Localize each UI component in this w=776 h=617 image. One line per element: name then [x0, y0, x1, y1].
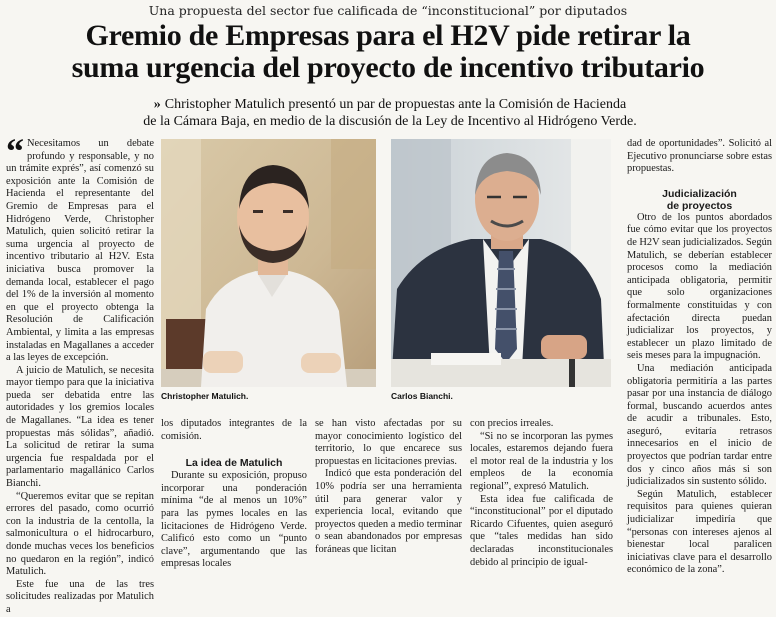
caption-christopher-matulich: Christopher Matulich. — [161, 391, 249, 401]
col3-paragraph-2: Indicó que esta ponderación del 10% podría ser una herramienta útil para generar valor y experiencia local, evitando que proyectos queden a medio terminar o sean abandonados por empresas foráneas que licitan — [315, 468, 462, 555]
headline-line-1: Gremio de Empresas para el H2V pide retirar la — [85, 19, 691, 52]
portrait-bianchi-image — [391, 139, 611, 387]
col5-paragraph-2: Otro de los puntos abordados fue cómo evitar que los proyectos de H2V sean judicializados. Según Matulich, se deberían establecer procesos como la mediación anticipada obligatoria, permitir que solo organizaciones formalmente constituidas y con afectación directa puedan judicializar los proyectos, y establecer un plazo limitado de seis meses para la impugnación. — [627, 211, 772, 362]
column-2 — [161, 418, 307, 571]
kicker: Una propuesta del sector fue calificada de “inconstitucional” por diputados — [148, 3, 628, 18]
col5-paragraph-4: Según Matulich, establecer requisitos para quienes quieran judicializar impediría que “personas con intereses ajenos al bienestar local paralicen iniciativas clave para el desarrollo económico de la zona”. — [627, 488, 772, 576]
lead-line-2: de la Cámara Baja, en medio de la discusión de la Ley de Incentivo al Hidrógeno Verde. — [143, 114, 637, 129]
quote-mark-icon: “ — [6, 131, 24, 171]
portrait-matulich-image — [161, 139, 376, 387]
column-3 — [315, 418, 462, 557]
col3-paragraph-1: se han visto afectadas por su mayor conocimiento logístico del territorio, lo que encarece sus propuestas en licitaciones previas. — [315, 418, 462, 467]
col4-paragraph-2: “Si no se incorporan las pymes locales, estaremos dejando fuera el motor real de la industria y los empleos de la economía regional”, expresó Matulich. — [470, 430, 613, 492]
col5-paragraph-3: Una mediación anticipada obligatoria permitiría a las partes pasar por una instancia de diálogo formal, buscando acuerdos antes de acudir a tribunales. Esto, aseguró, evitaría retrasos innecesarios en el inicio de proyectos que podrían tardar entre dos y cinco años más si son judicializados sin sustento sólido. — [627, 362, 772, 488]
column-4 — [470, 418, 613, 569]
col5-paragraph-1: dad de oportunidades”. Solicitó al Ejecutivo pronunciarse sobre estas propuestas. — [627, 138, 772, 175]
col4-paragraph-1: con precios irreales. — [470, 418, 554, 429]
photo-carlos-bianchi — [391, 139, 611, 387]
lead-arrow-icon: » — [153, 97, 161, 112]
lead — [130, 96, 650, 130]
col5-subheading — [627, 188, 772, 212]
column-5 — [627, 138, 772, 576]
headline-line-2: suma urgencia del proyecto de incentivo tributario — [71, 51, 705, 84]
column-1 — [6, 131, 154, 615]
col2-subheading: La idea de Matulich — [185, 457, 283, 470]
col1-paragraph-1: Necesitamos un debate profundo y responsable, y no un trámite exprés”, así comenzó su exposición ante la Comisión de Hacienda el representante del Gremio de Empresas para el Hidrógeno Verde, Christopher Matulich, quien solicitó retirar la suma urgencia al proyecto de incentivo tributario al H2V. Esta iniciativa busca promover la demanda local, establecer el pago del 1% de la inversión al momento en que el proyecto obtenga la Resolución de Calificación Ambiental, y limita a las empresas instaladas en Magallanes a acceder a las leyes de excepción. — [6, 138, 154, 364]
col1-paragraph-2: A juicio de Matulich, se necesita mayor tiempo para que la iniciativa pueda ser debatida entre las autoridades y los gremios locales de Magallanes. “La idea es tener propuestas más sólidas”, añadió. La solicitud de retirar la suma urgencia fue respaldada por el parlamentario magallánico Carlos Bianchi. — [6, 364, 154, 490]
col5-subheading-line-2: de proyectos — [666, 199, 733, 212]
caption-carlos-bianchi: Carlos Bianchi. — [391, 391, 453, 401]
col5-subheading-line-1: Judicialización — [662, 187, 737, 200]
headline — [0, 20, 776, 84]
photo-christopher-matulich — [161, 139, 376, 387]
col1-paragraph-4: Este fue una de las tres solicitudes realizadas por Matulich a — [6, 578, 154, 615]
col2-paragraph-1: los diputados integrantes de la comisión. — [161, 418, 307, 442]
lead-line-1: Christopher Matulich presentó un par de propuestas ante la Comisión de Hacienda — [164, 97, 627, 112]
col1-paragraph-3: “Queremos evitar que se repitan errores del pasado, como ocurrió con la industria de la centolla, la salmonicultura o el hidrocarburo, donde muchas veces los beneficios no quedaron en la región”, indicó Matulich. — [6, 490, 154, 578]
col2-paragraph-2: Durante su exposición, propuso incorporar una ponderación mínima “de al menos un 10%” para las pymes locales en las licitaciones de Hidrógeno Verde. Calificó esto como un “punto clave”, argumentando que las empresas locales — [161, 470, 307, 570]
col4-paragraph-3: Esta idea fue calificada de “inconstitucional” por el diputado Ricardo Cifuentes, quien aseguró que “tales medidas han sido declaradas inconstitucionales debido al principio de igual- — [470, 493, 613, 568]
